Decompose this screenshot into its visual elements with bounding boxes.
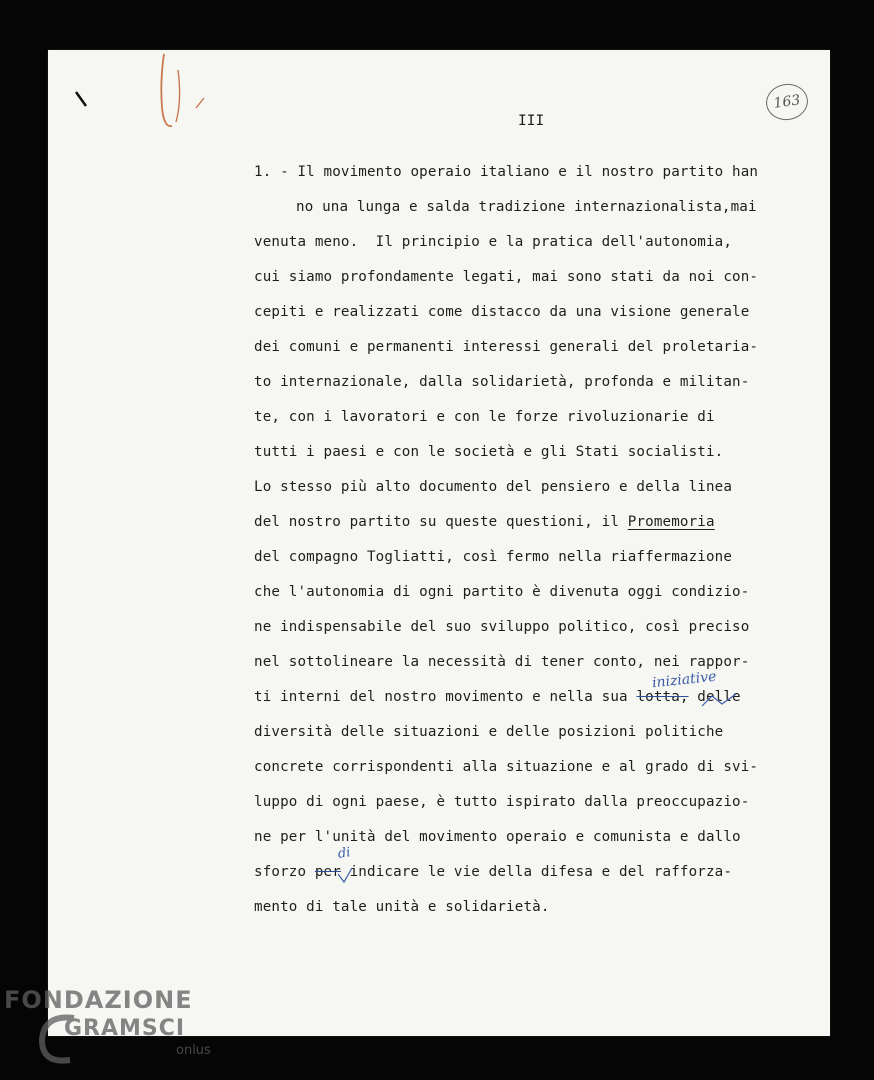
text-line: nel sottolineare la necessità di tener conto, nei rappor-: [254, 654, 750, 670]
text-line: ne indispensabile del suo sviluppo politico, così preciso: [254, 619, 750, 635]
text-line: che l'autonomia di ogni partito è divenuta oggi condizio-: [254, 584, 750, 600]
text-line: [254, 689, 741, 705]
text-line: luppo di ogni paese, è tutto ispirato dalla preoccupazio-: [254, 794, 750, 810]
struck-word: lotta,: [636, 689, 689, 705]
folio-number-stamp: 163: [764, 81, 811, 122]
watermark-line: GRAMSCI: [64, 1016, 186, 1041]
text-line: diversità delle situazioni e delle posizioni politiche: [254, 724, 724, 740]
text-line: te, con i lavoratori e con le forze rivoluzionarie di: [254, 409, 715, 425]
text-line: dei comuni e permanenti interessi generali del proletaria-: [254, 339, 759, 355]
underlined-title: Promemoria: [627, 514, 715, 530]
text-line: concrete corrispondenti alla situazione e al grado di svi-: [254, 759, 759, 775]
text-line: no una lunga e salda tradizione internazionalista,mai: [296, 199, 757, 215]
text-line: mento di tale unità e solidarietà.: [254, 899, 550, 915]
margin-marks-icon: [68, 50, 218, 140]
text-line: ne per l'unità del movimento operaio e comunista e dallo: [254, 829, 741, 845]
insert-caret-icon: [336, 866, 356, 886]
text-line: 1. - Il movimento operaio italiano e il nostro partito han: [254, 164, 759, 180]
text-line: to internazionale, dalla solidarietà, profonda e militan-: [254, 374, 750, 390]
struck-word: per: [314, 864, 341, 880]
watermark-line: FONDAZIONE: [4, 986, 193, 1014]
watermark-line: onlus: [176, 1043, 211, 1058]
watermark-logo: [4, 986, 211, 1058]
handwritten-insert: di: [337, 845, 352, 862]
text-run: sforzo: [254, 864, 315, 880]
text-run: ti interni del nostro movimento e nella sua: [254, 689, 637, 705]
text-run: delle: [688, 689, 741, 705]
text-line: Lo stesso più alto documento del pensiero e della linea: [254, 479, 733, 495]
text-line: [254, 864, 732, 880]
document-page: [48, 50, 830, 1036]
text-line: cui siamo profondamente legati, mai sono stati da noi con-: [254, 269, 759, 285]
text-line: cepiti e realizzati come distacco da una visione generale: [254, 304, 750, 320]
text-line: tutti i paesi e con le società e gli Stati socialisti.: [254, 444, 724, 460]
text-run: del nostro partito su queste questioni, il: [254, 514, 628, 530]
text-line: del compagno Togliatti, così fermo nella riaffermazione: [254, 549, 733, 565]
insert-caret-icon: [700, 692, 740, 712]
handwritten-insert: iniziative: [651, 668, 718, 692]
text-line: [254, 514, 715, 530]
text-run: indicare le vie della difesa e del rafforza-: [340, 864, 733, 880]
section-heading: III: [518, 113, 545, 129]
text-line: venuta meno. Il principio e la pratica dell'autonomia,: [254, 234, 733, 250]
